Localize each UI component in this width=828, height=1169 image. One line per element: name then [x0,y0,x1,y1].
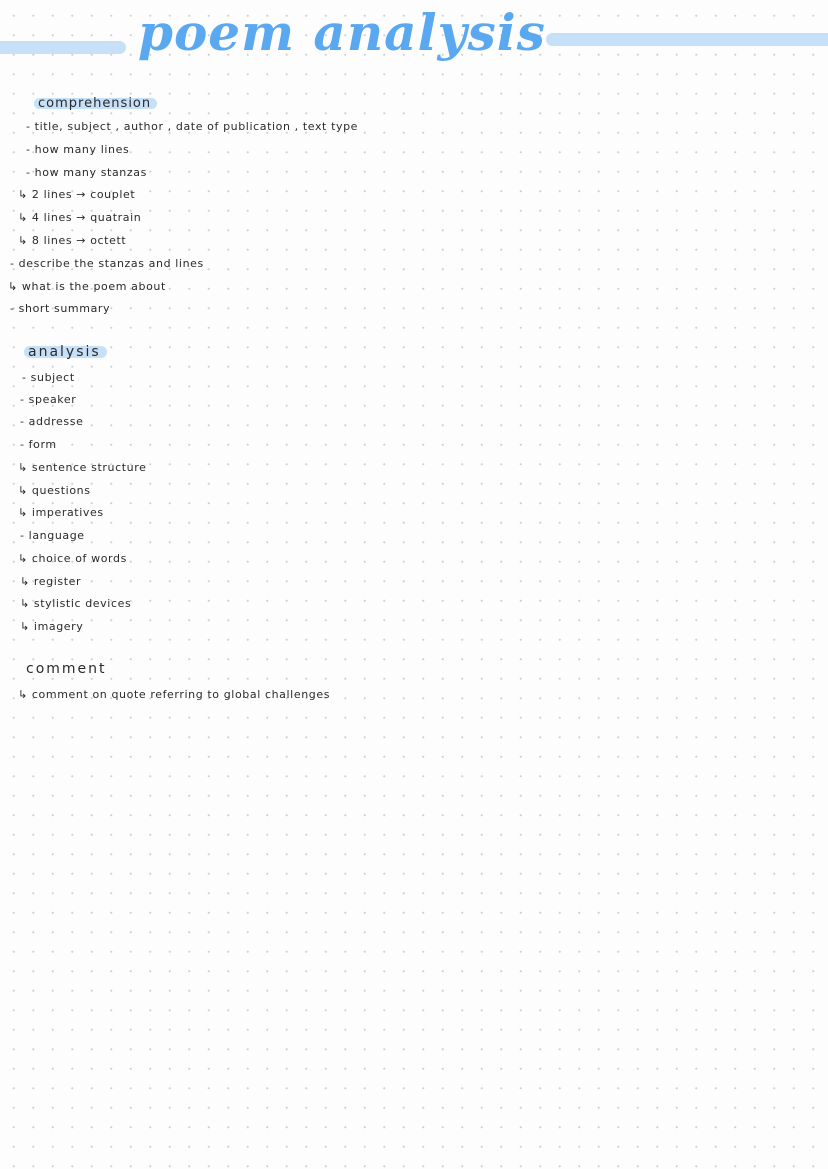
list-item: - how many lines [26,143,130,156]
list-item: - language [20,529,85,542]
section-heading-text: analysis [28,344,101,360]
list-item: ↳ sentence structure [18,461,147,474]
list-item: ↳ imagery [20,620,84,633]
list-item: ↳ what is the poem about [8,280,166,293]
list-item: ↳ 8 lines → octett [18,234,127,247]
title-highlight-band-right [546,33,828,46]
list-item: ↳ register [20,575,82,588]
list-item: - addresse [20,415,84,428]
list-item: ↳ 2 lines → couplet [18,188,136,201]
list-item: - describe the stanzas and lines [10,257,204,270]
list-item: ↳ questions [18,484,91,497]
list-item: ↳ choice of words [18,552,127,565]
list-item: - how many stanzas [26,166,147,179]
list-item: - short summary [10,302,111,315]
title-highlight-band-left [0,41,126,54]
list-item: - speaker [20,393,77,406]
page-title: poem analysis [138,3,546,62]
list-item: - title, subject , author , date of publication , text type [26,120,359,133]
section-heading-comprehension [38,96,151,111]
list-item: ↳ imperatives [18,506,104,519]
section-heading-text: comment [26,661,107,677]
section-heading-analysis [28,344,101,360]
list-item: ↳ comment on quote referring to global challenges [18,688,331,701]
section-heading-text: comprehension [38,96,152,111]
list-item: - form [20,438,57,451]
list-item: ↳ stylistic devices [20,597,132,610]
section-heading-comment [26,661,107,677]
list-item: - subject [22,371,75,384]
list-item: ↳ 4 lines → quatrain [18,211,142,224]
